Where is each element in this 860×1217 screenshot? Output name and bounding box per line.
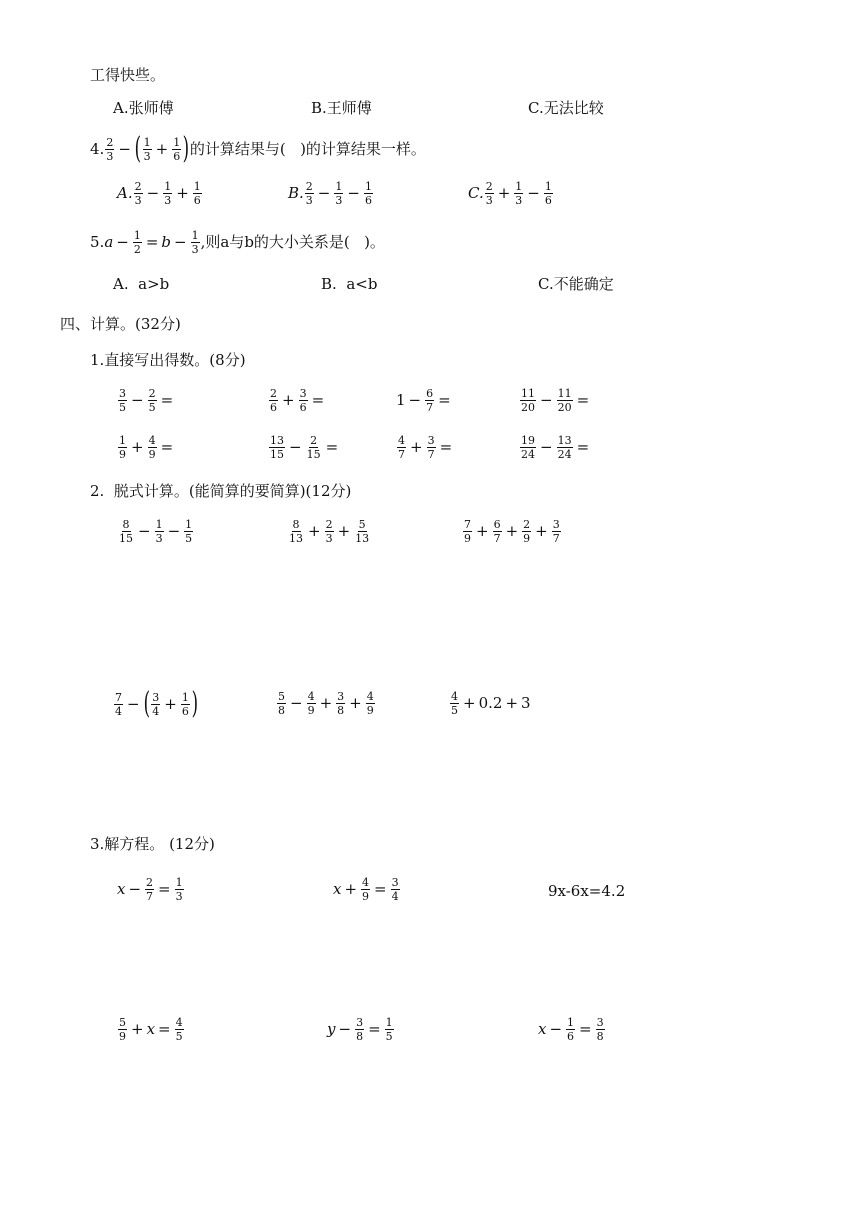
expression-3: $\frac{7}{9}$ + $\frac{6}{7}$ + $\frac{2}{9}$ + $\frac{3}{7}$ [464, 518, 560, 545]
part3-title: 3.解方程。 (12分) [90, 835, 215, 853]
q3-option-a: A.张师傅 [113, 99, 174, 117]
mental-math-item: $\frac{11}{20}$ − $\frac{11}{20}$ = [521, 387, 590, 414]
fraction: $\frac{2}{6}$ [270, 387, 277, 414]
part2-title: 2. 脱式计算。(能简算的要简算)(12分) [90, 482, 352, 500]
q4-number: 4. [90, 139, 105, 158]
expression-2: $\frac{8}{13}$ + $\frac{2}{3}$ + $\frac{5}{13}$ [289, 518, 370, 545]
q3-option-b: B.王师傅 [311, 99, 372, 117]
fraction: $\frac{3}{7}$ [427, 434, 435, 461]
q5-stem: 5. a − $\frac{1}{2}$ = b − $\frac{1}{3}$ ,则a与b的大小关系是( )。 [90, 229, 385, 256]
intro-line: 工得快些。 [90, 66, 166, 84]
fraction: $\frac{13}{24}$ [557, 434, 572, 461]
fraction: $\frac{19}{24}$ [521, 434, 535, 461]
fraction: $\frac{2}{3}$ [106, 135, 114, 163]
fraction: $\frac{3}{5}$ [119, 387, 126, 414]
fraction: $\frac{11}{20}$ [521, 387, 535, 414]
equation-1: x − $\frac{2}{7}$ = $\frac{1}{3}$ [117, 876, 183, 903]
equation-2: x + $\frac{4}{9}$ = $\frac{3}{4}$ [333, 876, 399, 903]
fraction: $\frac{13}{15}$ [270, 434, 284, 461]
expression-5: $\frac{5}{8}$ − $\frac{4}{9}$ + $\frac{3}{8}$ + $\frac{4}{9}$ [278, 690, 374, 717]
expression-4: $\frac{7}{4}$ − ( $\frac{3}{4}$ + $\frac{1}{6}$ ) [115, 686, 198, 721]
expression-6: $\frac{4}{5}$ + 0.2 + 3 [451, 690, 531, 717]
q4-option-b: B. $\frac{2}{3}$ − $\frac{1}{3}$ − $\frac{1}{6}$ [288, 180, 372, 207]
fraction: $\frac{4}{7}$ [398, 434, 405, 461]
fraction: $\frac{3}{6}$ [299, 387, 307, 414]
equation-5: y − $\frac{3}{8}$ = $\frac{1}{5}$ [327, 1016, 393, 1043]
q4-option-a: A. $\frac{2}{3}$ − $\frac{1}{3}$ + $\frac{1}{6}$ [117, 180, 201, 207]
mental-math-item: $\frac{19}{24}$ − $\frac{13}{24}$ = [521, 434, 590, 461]
mental-math-item: $\frac{2}{6}$ + $\frac{3}{6}$ = [270, 387, 325, 414]
equation-6: x − $\frac{1}{6}$ = $\frac{3}{8}$ [538, 1016, 604, 1043]
fraction: $\frac{1}{6}$ [173, 135, 181, 163]
fraction: $\frac{4}{9}$ [148, 434, 156, 461]
mental-math-item: $\frac{13}{15}$ − $\frac{2}{15}$ = [270, 434, 339, 461]
expression-1: $\frac{8}{15}$ − $\frac{1}{3}$ − $\frac{1}{5}$ [119, 518, 193, 545]
q3-option-c: C.无法比较 [528, 99, 604, 117]
equation-3: 9x-6x=4.2 [548, 882, 626, 900]
q5-option-a: A. a>b [113, 275, 170, 293]
fraction: $\frac{11}{20}$ [557, 387, 572, 414]
q5-text: ,则a与b的大小关系是( )。 [200, 233, 385, 251]
q4-stem: 4. $\frac{2}{3}$ − ( $\frac{1}{3}$ + $\frac{1}{6}$ ) 的计算结果与( )的计算结果一样。 [90, 131, 426, 166]
fraction: $\frac{2}{5}$ [148, 387, 156, 414]
equation-4: $\frac{5}{9}$ + x = $\frac{4}{5}$ [119, 1016, 183, 1043]
q4-text: 的计算结果与( )的计算结果一样。 [189, 139, 426, 158]
mental-math-item: 1 − $\frac{6}{7}$ = [396, 387, 451, 414]
fraction: $\frac{1}{9}$ [119, 434, 126, 461]
q4-option-c: C. $\frac{2}{3}$ + $\frac{1}{3}$ − $\frac{1}{6}$ [468, 180, 552, 207]
mental-math-item: $\frac{3}{5}$ − $\frac{2}{5}$ = [119, 387, 174, 414]
part1-title: 1.直接写出得数。(8分) [90, 351, 246, 369]
fraction: $\frac{6}{7}$ [426, 387, 434, 414]
mental-math-item: $\frac{1}{9}$ + $\frac{4}{9}$ = [119, 434, 174, 461]
section-title: 四、计算。(32分) [60, 315, 181, 333]
fraction: $\frac{1}{3}$ [143, 135, 151, 163]
mental-math-item: $\frac{4}{7}$ + $\frac{3}{7}$ = [398, 434, 453, 461]
q5-option-b: B. a<b [321, 275, 378, 293]
fraction: $\frac{2}{15}$ [306, 434, 321, 461]
q5-option-c: C.不能确定 [538, 275, 614, 293]
